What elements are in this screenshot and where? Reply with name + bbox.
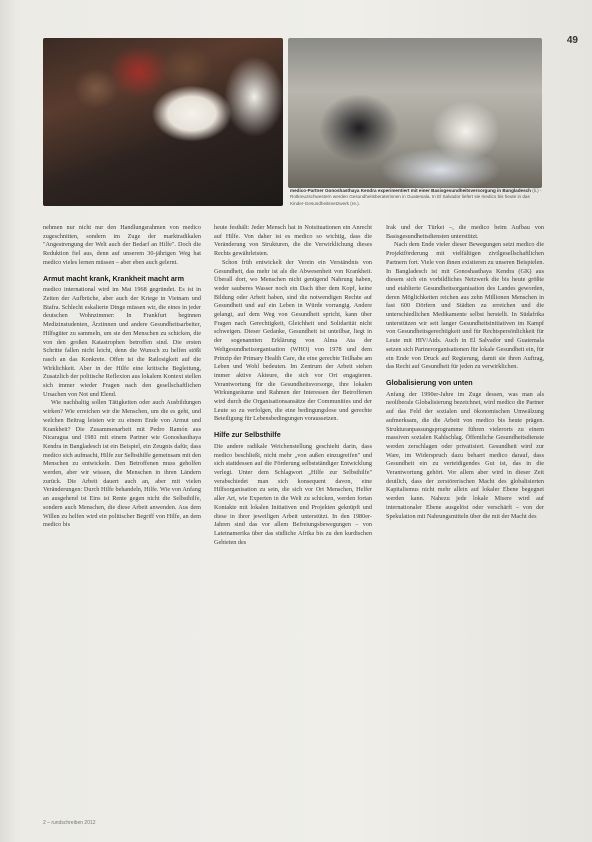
paragraph: medico international wird im Mai 1968 gegründet. Es ist in Zeiten der Aufbrüche, aber auch der Kriege in Vietnam und Biafra. Schlecht eskalierte Dinge müssen wir, die eines in jeder deutschen Wohnzimmer: In Frankfurt beginnen Medizinstudenten, Ärztinnen und andere Gesundheitsarbeiter, Hilfsgüter zu sammeln, um sie den Menschen zu schicken, die von den großen Katastrophen betroffen sind. Die ersten Schritte fallen nicht leicht, denn die Wunsch zu helfen stößt rasch an das Konkrete. Offen ist die Ratlosigkeit auf die Wirklichkeit. Aber in der Hilfe eine kritische Begleitung, Zusatzlich der politische Reflexion aus lokalem Kontext stellen sich immer wieder Fragen nach den gesellschaftlichen Ursachen von Not und Elend. <box>43 286 201 398</box>
paragraph: Wie nachhaltig sollen Tätigkeiten oder auch Ausbildungen wirken? Wie erreichen wir die Menschen, um die es geht, und welchen Beitrag leisten wir zu einem Ende von Armut und Krankheit? Die Zusammenarbeit mit Pedro Ramón aus Nicaragua und 1981 mit einem Partner wie Gonoshasthaya Kendra in Bangladesch ist ein Beispiel, ein Zeugnis dafür, dass medico sich aufmacht, Hilfe zur Selbsthilfe gemeinsam mit den Menschen zu entwickeln. Den Betroffenen muss geholfen werden, aber wir wissen, die Menschen in ihren Ländern zurück. Die Arbeit dauert auch an, aber mit vielen Veränderungen: Durch Hilfe behandeln, Hilfe. Wie von Anfang an ausgehend ist Eins ist Rente gegen nicht die Selbsthilfe, sondern auch Menschen, die diese Arbeit anwenden. Aus dem Willen zu helfen wird ein politischer Begriff von Hilfe, an dem medico bis <box>43 399 201 529</box>
section-heading-armut: Armut macht krank, Krankheit macht arm <box>43 273 184 283</box>
text-column-1 <box>43 224 201 530</box>
paragraph: Anfang der 1990er-Jahre im Zuge dessen, was man als neoliberale Globalisierung bezeichnet, wird medico die Partner auf das Feld der sozialen und ökonomischen Umwälzung aufmerksam, die die Arbeit von medico bis heute prägen. Strukturanpassungsprogramme führen vielerorts zu einem massiven sozialen Kahlschlag. Öffentliche Gesundheitsdienste werden zerschlagen oder privatisiert. Gesundheit wird zur Ware, im Widerspruch dazu beharrt medico darauf, dass Gesundheit ein zu verteidigendes Gut ist, das in die Verantwortung gehört. Vor allem aber wird in dieser Zeit deutlich, dass der zerstörerischen Macht des globalisierten Kapitalismus nicht mehr allein auf lokaler Ebene begegnet werden kann. Nahezu jede lokale Misere wird auf internationaler Ebene ausgelöst oder verschärft – von der Spekulation mit Nahrungsmitteln über die mit der Macht des <box>386 390 544 520</box>
text-column-3 <box>386 224 544 521</box>
paragraph: heute festhält: Jeder Mensch hat in Notsituationen ein Anrecht auf Hilfe. Von daher ist es medico so wichtig, dass die Veränderung von Strukturen, die die Verwirklichung dieses Rechts gewährleisten. <box>214 224 372 258</box>
caption-text: (li.) - Rotkreuzschwestern werden Gesundheitsberaterinnen in Guatemala. In El Salvador liefert sie medico bis heute in das Kinder-Gesundheitsnetzwerk (re.). <box>290 188 542 206</box>
section-heading-selbsthilfe: Hilfe zur Selbsthilfe <box>214 430 281 440</box>
paragraph: nehmen nur nicht nur den Handlungsrahmen von medico zugeschnitten, sondern im Zuge der marktradikalen "Angestrengung der Welt auch der Bedarf an Hilfe". Doch die Reduktion fiel aus, denn auf unserem 30-jährigen Weg hat medico vieles lernen müssen – aber eben auch gelernt. <box>43 224 201 266</box>
text-column-2 <box>214 224 372 547</box>
photo-crowd-consultation <box>43 38 283 206</box>
paragraph: Irak und der Türkei –, die medico beim Aufbau von Basisgesundheitsdiensten unterstützt. <box>386 224 544 240</box>
section-heading-globalisierung: Globalisierung von unten <box>386 377 473 387</box>
paragraph: Nach dem Ende vieler dieser Bewegungen setzt medico die Projektförderung mit vielfältigen zivilgesellschaftlichen Partnern fort. Viele von ihnen existieren zu unseren Beispielen. In Bangladesch ist mit Gonoshasthaya Kendra (GK) aus diesem sich ein vorbildliches Netzwerk die bis heute größte und etablierte Gesundheitsorganisation des Landes geworden, deren Möglichkeiten reichen aus zehn Millionen Menschen in fast 600 Dörfern und Städten zu erreichen und die unterschiedlichen Medikamente selbst herstellt. In Südafrika unterstützen wir seit langer Gesundheitsinitiativen im Kampf von Gesundheitsgerechtigkeit und für Rechtspersönlichkeit für Leute mit HIV/Aids. Auch in El Salvador und Guatemala setzen sich Partnerorganisationen für lokale Gesundheit ein, für ein Ende von Druck auf Regierung, damit sie ihren Auftrag, das Recht auf Gesundheit für jeden zu verwirklichen. <box>386 241 544 371</box>
caption-lead: medico-Partner Gonoshasthaya Kendra experimentiert mit einer Basisgesundheitsversorgung in Bangladesch <box>290 188 531 193</box>
page-footer: 2 – rundschreiben 2012 <box>43 820 96 826</box>
photo-health-workers <box>288 38 542 188</box>
photo-caption <box>290 188 542 207</box>
paragraph: Schon früh entwickelt der Verein ein Verständnis von Gesundheit, das mehr ist als die Abwesenheit von Krankheit. Überall dort, wo Menschen nicht genügend Nahrung haben, weder sauberes Wasser noch ein Dach über dem Kopf, keine Bildung oder Arbeit haben, sind die notwendigen Rechte auf Gesundheit und auf ein Leben in Würde vorrangig. Andere gelangt, auf dem Weg von Gesundheit spricht, kann über Fragen nach Gerechtigkeit, Gleichheit und Solidarität nicht schweigen. Dieser Gedanke, Gesundheit ist unteilbar, liegt in der sogenannten Erklärung von Alma Ata der Weltgesundheitsorganisation (WHO) von 1978 und dem Prinzip der Primary Health Care, die eine gerechte Teilhabe am Leben und Wohl bedeuten. Im Zentrum der Arbeit stehen immer aktive Akteure, die sich vor Ort engagieren. Verantwortung für die Gesundheitsvorsorge, ihre lokalen Wirkungsräume und Rahmen der Interessen der Betroffenen wird durch die Organisationsansätze der Communities und der Leute so zu verfolgen, die eine bedingungslose und gerechte Beteiligung für Lebensbedingungen voraussetzen. <box>214 258 372 423</box>
paragraph: Die andere radikale Weichenstellung geschieht darin, dass medico beschließt, nicht mehr „von außen einzugreifen" und sich stattdessen auf die Förderung selbstständiger Entwicklung verlegt. Unter dem Schlagwort „Hilfe zur Selbsthilfe" verabschiedet man sich konsequent davon, eine Hilfsorganisation zu sein, die sich vor Ort Menschen, Helfer aller Art, wie Experten in die Welt zu schicken, werden fortan Kontakte mit lokalen Initiativen und Projekten geknüpft und diese in ihrer jeweiligen Arbeit unterstützt. In den 1980er-Jahren sind das vor allem Befreiungsbewegungen – von Lateinamerika über das südliche Afrika bis zu den kurdischen Gebieten des <box>214 442 372 546</box>
page-number: 49 <box>566 35 578 46</box>
